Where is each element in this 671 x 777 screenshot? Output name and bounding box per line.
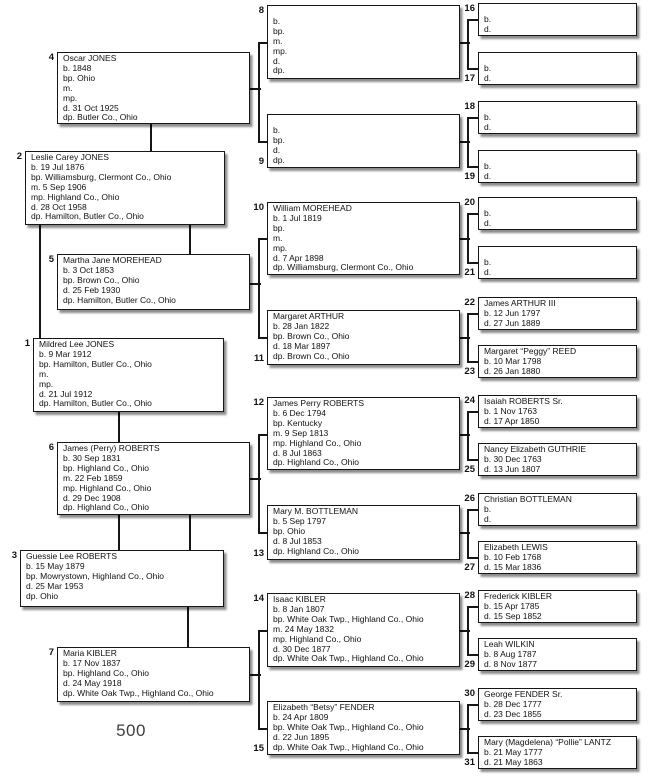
person-name: Elizabeth LEWIS (484, 542, 548, 552)
person-number: 31 (464, 757, 475, 768)
person-field: mp. (273, 242, 288, 253)
person-field: d. 25 Feb 1930 (63, 284, 121, 295)
person-number: 30 (464, 688, 475, 699)
person-field: b. 5 Sep 1797 (273, 515, 326, 526)
person-field: b. 19 Jul 1876 (31, 161, 85, 172)
connector-line (258, 630, 260, 730)
person-box-31 (478, 736, 637, 769)
person-box-28 (478, 590, 637, 623)
person-field: b. (484, 207, 492, 218)
person-name: Nancy Elizabeth GUTHRIE (484, 444, 587, 454)
person-number: 13 (253, 548, 264, 559)
person-field: d. 18 Mar 1897 (273, 340, 331, 351)
connector-line (189, 225, 191, 257)
person-number: 3 (11, 550, 17, 561)
person-number: 15 (253, 743, 264, 754)
connector-line (460, 238, 470, 240)
person-field: bp. Brown Co., Ohio (63, 274, 140, 285)
person-field: mp. (39, 378, 54, 389)
person-field: d. 31 Oct 1925 (63, 102, 119, 113)
person-field: bp. Highland Co., Ohio (63, 667, 149, 678)
person-field: bp. Highland Co., Ohio (63, 462, 149, 473)
person-field: d. 29 Dec 1908 (63, 492, 121, 503)
person-field: dp. Highland Co., Ohio (63, 502, 149, 513)
person-field: b. 10 Feb 1768 (484, 551, 542, 562)
person-field: b. 1 Jul 1819 (273, 212, 322, 223)
person-field: d. 8 Nov 1877 (484, 658, 537, 669)
connector-line (250, 88, 261, 90)
person-field: d. (484, 217, 492, 228)
person-number: 4 (48, 52, 54, 63)
person-field: m. (273, 35, 283, 46)
person-field: d. 13 Jun 1807 (484, 463, 541, 474)
person-field: d. (484, 513, 492, 524)
person-name: George FENDER Sr. (484, 689, 563, 699)
person-field: mp. Highland Co., Ohio (273, 633, 362, 644)
person-field: b. 12 Jun 1797 (484, 307, 541, 318)
person-field: bp. Ohio (63, 72, 96, 83)
person-field: mp. (273, 45, 288, 56)
person-name: Mary (Magdelena) “Pollie” LANTZ (484, 737, 612, 747)
person-field: d. 27 Jun 1889 (484, 317, 541, 328)
person-box-12 (267, 397, 460, 470)
connector-line (467, 19, 469, 70)
person-box-22 (478, 297, 637, 330)
person-field: b. (484, 256, 492, 267)
connector-line (460, 141, 470, 143)
connector-line (250, 283, 261, 285)
person-field: dp. White Oak Twp., Highland Co., Ohio (273, 653, 424, 664)
person-field: bp. (273, 222, 285, 233)
person-field: m. (63, 82, 73, 93)
person-number: 22 (464, 297, 475, 308)
person-number: 24 (464, 395, 475, 406)
person-name: Isaac KIBLER (273, 594, 326, 604)
person-box-29 (478, 638, 637, 671)
person-field: dp. White Oak Twp., Highland Co., Ohio (273, 741, 424, 752)
person-field: m. (273, 232, 283, 243)
person-name: Leah WILKIN (484, 639, 535, 649)
connector-line (258, 42, 260, 143)
person-name: James Perry ROBERTS (273, 398, 365, 408)
person-field: b. 1848 (63, 62, 92, 73)
person-number: 28 (464, 590, 475, 601)
person-field: b. 6 Dec 1794 (273, 407, 326, 418)
connector-line (150, 124, 152, 154)
person-box-24 (478, 395, 637, 428)
person-box-23 (478, 345, 637, 378)
person-field: d. (273, 55, 281, 66)
connector-line (258, 238, 260, 339)
person-field: b. 28 Jan 1822 (273, 320, 330, 331)
person-field: d. 8 Jul 1853 (273, 535, 322, 546)
person-field: b. 8 Aug 1787 (484, 648, 537, 659)
person-number: 16 (464, 3, 475, 14)
person-field: bp. Williamsburg, Clermont Co., Ohio (31, 171, 172, 182)
person-box-19 (478, 150, 637, 183)
person-field: dp. Hamilton, Butler Co., Ohio (63, 294, 176, 305)
person-name: Elizabeth “Betsy” FENDER (273, 702, 375, 712)
person-field: d. 25 Mar 1953 (26, 580, 84, 591)
person-box-13 (267, 505, 460, 560)
person-name (484, 248, 633, 258)
person-field: b. 30 Dec 1763 (484, 453, 542, 464)
person-number: 2 (16, 151, 22, 162)
person-field: d. (484, 266, 492, 277)
person-box-14 (267, 593, 460, 667)
person-field: b. 15 Apr 1785 (484, 600, 540, 611)
person-field: d. 28 Oct 1958 (31, 201, 87, 212)
person-name: William MOREHEAD (273, 203, 352, 213)
person-box-25 (478, 443, 637, 476)
person-field: b. 15 May 1879 (26, 560, 85, 571)
person-field: d. (273, 144, 281, 155)
person-field: b. 24 Apr 1809 (273, 711, 329, 722)
person-field: bp. White Oak Twp., Highland Co., Ohio (273, 613, 424, 624)
person-name: Christian BOTTLEMAN (484, 494, 572, 504)
person-number: 10 (253, 202, 264, 213)
person-name (484, 54, 633, 64)
person-field: bp. White Oak Twp., Highland Co., Ohio (273, 721, 424, 732)
person-name (273, 116, 456, 126)
person-name (273, 7, 456, 17)
person-number: 6 (48, 442, 54, 453)
person-field: dp. Ohio (26, 590, 59, 601)
person-field: d. 22 Jun 1895 (273, 731, 330, 742)
person-field: m. 9 Sep 1813 (273, 427, 329, 438)
person-field: bp. Brown Co., Ohio (273, 330, 350, 341)
person-number: 7 (48, 647, 54, 658)
person-field: d. 24 May 1918 (63, 677, 122, 688)
person-box-6 (57, 442, 250, 515)
person-field: d. 17 Apr 1850 (484, 415, 540, 426)
person-field: d. 30 Dec 1877 (273, 643, 331, 654)
person-field: b. (484, 160, 492, 171)
person-field: dp. Highland Co., Ohio (273, 545, 359, 556)
person-number: 1 (24, 338, 30, 349)
person-number: 17 (464, 73, 475, 84)
person-field: bp. Hamilton, Butler Co., Ohio (39, 358, 152, 369)
person-name: Leslie Carey JONES (31, 152, 109, 162)
connector-line (250, 478, 261, 480)
person-box-9 (267, 114, 460, 168)
person-number: 14 (253, 593, 264, 604)
person-field: m. 22 Feb 1859 (63, 472, 123, 483)
person-field: b. 28 Dec 1777 (484, 698, 542, 709)
person-name (484, 199, 633, 209)
person-number: 23 (464, 366, 475, 377)
person-number: 25 (464, 464, 475, 475)
person-field: dp. Hamilton, Butler Co., Ohio (39, 398, 152, 409)
person-box-11 (267, 310, 460, 365)
person-field: d. 15 Mar 1836 (484, 561, 542, 572)
connector-line (187, 607, 189, 650)
person-name: Isaiah ROBERTS Sr. (484, 396, 563, 406)
person-field: b. (273, 124, 281, 135)
connector-line (250, 674, 261, 676)
person-box-5 (57, 254, 250, 310)
person-field: d. 21 Jul 1912 (39, 388, 93, 399)
person-name: Mary M. BOTTLEMAN (273, 506, 359, 516)
person-number: 11 (253, 353, 264, 364)
person-field: mp. (63, 92, 78, 103)
person-number: 5 (48, 254, 54, 265)
person-field: b. 8 Jan 1807 (273, 603, 325, 614)
person-field: dp. Brown Co., Ohio (273, 350, 350, 361)
person-field: mp. Highland Co., Ohio (273, 437, 362, 448)
person-number: 27 (464, 562, 475, 573)
person-field: dp. Highland Co., Ohio (273, 457, 359, 468)
person-box-3 (20, 550, 224, 607)
person-box-4 (57, 52, 250, 124)
person-field: bp. Kentucky (273, 417, 323, 428)
person-number: 8 (258, 5, 264, 16)
connector-line (460, 532, 470, 534)
connector-line (460, 630, 470, 632)
person-name: Margaret ARTHUR (273, 311, 345, 321)
person-field: dp. (273, 65, 285, 76)
person-number: 19 (464, 171, 475, 182)
person-box-30 (478, 688, 637, 721)
person-box-7 (57, 647, 250, 702)
connector-line (460, 337, 470, 339)
person-number: 18 (464, 101, 475, 112)
connector-line (460, 434, 470, 436)
person-field: dp. Butler Co., Ohio (63, 112, 138, 123)
person-box-20 (478, 197, 637, 230)
person-field: b. 1 Nov 1763 (484, 405, 537, 416)
person-field: m. (39, 368, 49, 379)
person-field: b. 17 Nov 1837 (63, 657, 121, 668)
person-field: dp. (273, 154, 285, 165)
person-field: d. 26 Jan 1880 (484, 365, 541, 376)
person-box-2 (25, 151, 225, 225)
person-name: Frederick KIBLER (484, 591, 553, 601)
person-box-8 (267, 5, 460, 79)
person-name: Margaret “Peggy” REED (484, 346, 577, 356)
person-field: d. 7 Apr 1898 (273, 252, 324, 263)
person-field: b. (484, 13, 492, 24)
person-field: b. (484, 62, 492, 73)
person-field: d. (484, 121, 492, 132)
person-box-27 (478, 541, 637, 574)
person-name (484, 152, 633, 162)
person-field: d. (484, 170, 492, 181)
person-field: bp. (273, 134, 285, 145)
person-name: Martha Jane MOREHEAD (63, 255, 162, 265)
connector-line (189, 515, 191, 553)
person-field: b. 21 May 1777 (484, 746, 543, 757)
person-number: 26 (464, 493, 475, 504)
person-field: d. (484, 23, 492, 34)
person-box-16 (478, 3, 637, 36)
person-box-10 (267, 202, 460, 275)
person-field: b. (273, 15, 281, 26)
connector-line (460, 728, 470, 730)
person-field: d. 8 Jul 1863 (273, 447, 322, 458)
person-field: b. 3 Oct 1853 (63, 264, 115, 275)
person-box-1 (33, 338, 224, 412)
person-field: d. 21 May 1863 (484, 756, 543, 767)
person-field: dp. White Oak Twp., Highland Co., Ohio (63, 687, 214, 698)
person-field: d. (484, 72, 492, 83)
person-name: Oscar JONES (63, 53, 117, 63)
person-box-21 (478, 246, 637, 279)
person-field: m. 24 May 1832 (273, 623, 334, 634)
person-field: d. 15 Sep 1852 (484, 610, 542, 621)
connector-line (258, 434, 260, 534)
person-field: dp. Williamsburg, Clermont Co., Ohio (273, 262, 414, 273)
person-name: James ARTHUR III (484, 298, 556, 308)
person-field: bp. Ohio (273, 525, 306, 536)
person-name: Guessie Lee ROBERTS (26, 551, 118, 561)
person-number: 29 (464, 659, 475, 670)
page-number: 500 (116, 721, 146, 740)
person-field: bp. Mowrystown, Highland Co., Ohio (26, 570, 164, 581)
person-box-18 (478, 101, 637, 134)
person-field: m. 5 Sep 1906 (31, 181, 87, 192)
person-name: Mildred Lee JONES (39, 339, 115, 349)
person-field: mp. Highland Co., Ohio (31, 191, 120, 202)
connector-line (467, 411, 469, 461)
connector-line (460, 42, 470, 44)
person-box-15 (267, 701, 460, 755)
person-field: mp. Highland Co., Ohio (63, 482, 152, 493)
connector-line (467, 509, 469, 559)
person-name (484, 103, 633, 113)
person-number: 20 (464, 197, 475, 208)
person-field: b. (484, 503, 492, 514)
person-field: d. 23 Dec 1855 (484, 708, 542, 719)
person-name: Maria KIBLER (63, 648, 117, 658)
person-field: b. (484, 111, 492, 122)
connector-line (39, 225, 41, 341)
person-number: 21 (464, 267, 475, 278)
person-name: James (Perry) ROBERTS (63, 443, 160, 453)
person-name (484, 5, 633, 15)
person-field: bp. (273, 25, 285, 36)
person-field: b. 9 Mar 1912 (39, 348, 92, 359)
person-number: 12 (253, 397, 264, 408)
person-field: dp. Hamilton, Butler Co., Ohio (31, 211, 144, 222)
person-box-26 (478, 493, 637, 526)
person-field: b. 10 Mar 1798 (484, 355, 542, 366)
person-field: b. 30 Sep 1831 (63, 452, 121, 463)
person-box-17 (478, 52, 637, 85)
person-number: 9 (258, 156, 264, 167)
